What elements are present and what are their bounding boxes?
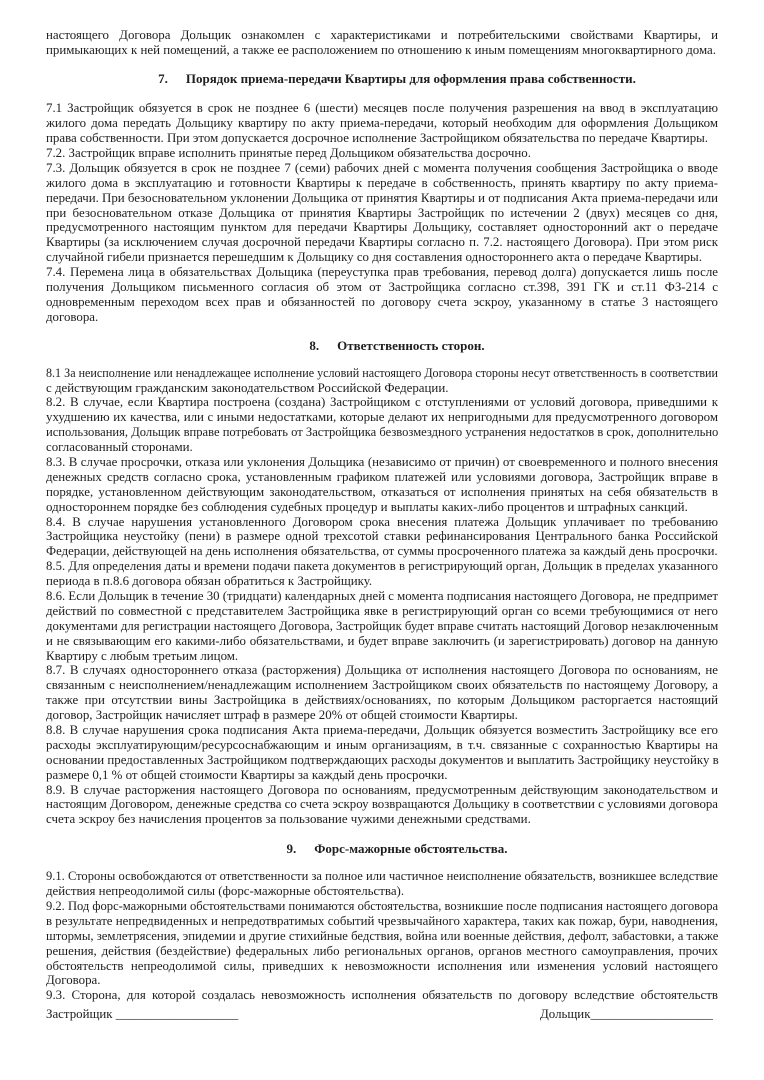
text-line: порядке, установленном действующим законодательством, отказаться от исполнения принятых на себя обязательств в — [46, 484, 718, 499]
text-line: также при отсутствии вины Застройщика в действиях/основаниях, по которым Дольщиком расторгается настоящий — [46, 693, 718, 708]
clause-paragraph — [46, 988, 718, 1003]
text-line: в результате непредвиденных и непредотвратимых событий чрезвычайного характера, таких как пожар, бури, наводнения, — [46, 913, 718, 928]
text-line: 9.1. Стороны освобождаются от ответственности за полное или частичное неисполнение обязательств, возникшее вследствие — [46, 869, 718, 884]
text-line: связанным с неисполнением/ненадлежащим исполнением Застройщиком своих обязательств по настоящему Договору, а — [46, 678, 718, 693]
section-heading — [46, 71, 718, 86]
text-line: 8.3. В случае просрочки, отказа или уклонения Дольщика (независимо от причин) от своевременного и полного внесения — [46, 454, 718, 469]
text-line: предусмотренного настоящим пунктом для передачи Квартиры Дольщику, составляет односторонний акт о передаче — [46, 220, 718, 235]
text-line: действия непреодолимой силы (форс-мажорные обстоятельства). — [46, 884, 405, 899]
text-line: 8.6. Если Дольщик в течение 30 (тридцати) календарных дней с момента подписания настоящего Договора, не предпримет — [46, 589, 718, 603]
text-line: Квартиры (за исключением случая досрочной передачи Квартиры согласно п. 7.2. настоящего Договора). При этом риск — [46, 235, 718, 250]
text-line: 8.1 За неисполнение или ненадлежащее исполнение условий настоящего Договора стороны несут ответственность в соответствии — [46, 365, 718, 380]
text-line: денежных средств согласно срока, установленным графиком платежей или условиями договора, Застройщик вправе в — [46, 469, 718, 484]
section-8 — [46, 338, 718, 827]
text-line: счета эскроу без начисления процентов за пользование чужими денежными средствами. — [46, 812, 531, 827]
clause-paragraph — [46, 869, 718, 899]
clause-paragraph — [46, 899, 718, 988]
text-line: действий по совместной с представителем Застройщика явке в регистрирующий орган со всеми требующимися от него — [46, 603, 718, 618]
text-line: жилого дома передать Дольщику квартиру по акту приема-передачи, который необходим для оформления Дольщиком — [46, 116, 718, 131]
text-line: документами для регистрации настоящего Договора, Застройщик будет вправе считать настоящий Договор незаключенным — [46, 618, 719, 633]
clause-paragraph — [46, 663, 718, 723]
section-9 — [46, 841, 718, 1003]
clause-paragraph — [46, 783, 718, 828]
text-line: при безосновательном отказе Дольщика от принятия Квартиры Застройщик по истечении 2 (двух) месяцев со дня, — [46, 205, 718, 220]
intro-paragraph — [46, 28, 718, 58]
text-line: Квартиру с любым третьим лицом. — [46, 648, 239, 663]
text-line: 7.2. Застройщик вправе исполнить принятые перед Дольщиком обязательства досрочно. — [46, 145, 531, 160]
text-line: Застройщика неустойку (пени) в размере одной трехсотой ставки рефинансирования Центрального банка Российской — [46, 529, 718, 544]
text-line: 8.4. В случае нарушения установленного Договором срока внесения платежа Дольщик уплачивает по требованию — [46, 514, 718, 529]
text-line: случайной гибели признается перешедшим к Дольщику со дня составления одностороннего акта о передаче Квартиры. — [46, 250, 702, 265]
text-line: 9.3. Сторона, для которой создалась невозможность исполнения обязательств по договору вследствие обстоятельств — [46, 988, 718, 1003]
clause-paragraph — [46, 589, 718, 663]
clause-paragraph — [46, 723, 718, 783]
text-line: 8.7. В случаях одностороннего отказа (расторжения) Дольщика от исполнения настоящего Договора по основаниям, не — [46, 663, 718, 678]
text-line: 9.2. Под форс-мажорными обстоятельствами понимаются обстоятельства, возникшие после подписания настоящего договора — [46, 899, 719, 914]
clause-paragraph — [46, 101, 718, 146]
text-line: примыкающих к ней помещений, а также ее расположением по отношению к иным помещениям многоквартирного дома. — [46, 42, 716, 57]
text-line: 8.5. Для определения даты и времени подачи пакета документов в регистрирующий орган, Дольщик в пределах указанного — [46, 559, 718, 574]
section-title: Ответственность сторон. — [337, 338, 485, 354]
text-line: 7.1 Застройщик обязуется в срок не позднее 6 (шести) месяцев после получения разрешения на ввод в эксплуатацию — [46, 101, 718, 116]
clause-paragraph — [46, 366, 718, 396]
text-line: обстоятельств непреодолимой силы, приведших к невозможности исполнения или изменения условий настоящего — [46, 958, 718, 973]
section-7 — [46, 71, 718, 324]
section-heading — [46, 841, 718, 856]
text-line: размере 0,1 % от общей стоимости Квартиры за каждый день просрочки. — [46, 767, 448, 782]
text-line: ухудшению их качества, или с иными недостатками, которые делают их непригодными для предусмотренного договором — [46, 410, 718, 425]
text-line: периода в п.8.6 договора обязан обратиться к Застройщику. — [46, 574, 373, 589]
signature-block — [46, 1006, 718, 1023]
section-title: Порядок приема-передачи Квартиры для оформления права собственности. — [185, 71, 636, 87]
text-line: настоящим Договором, денежные средства со счета эскроу возвращаются Дольщику в соответствии с условиями договора — [46, 797, 718, 812]
text-line: и не связывающим его какими-либо обязательствами, и будет вправе заключить (и зарегистрировать) договор на данную — [46, 633, 718, 648]
clause-paragraph — [46, 395, 718, 455]
text-line: права собственности. При этом допускается досрочное исполнение Застройщиком обязательства по передаче Квартиры. — [46, 131, 709, 146]
document-page — [46, 28, 718, 1023]
text-line: жилого дома в эксплуатацию и готовности Квартиры к передаче в собственность, принять квартиру по акту приема- — [46, 175, 718, 190]
text-line: 7.3. Дольщик обязуется в срок не позднее 7 (семи) рабочих дней с момента получения сообщения Застройщика о вводе — [46, 160, 718, 175]
text-line: 8.9. В случае расторжения настоящего Договора по основаниям, предусмотренным действующим законодательством и — [46, 782, 718, 797]
text-line: договора. — [46, 309, 99, 324]
text-line: с действующим гражданским законодательством Российской Федерации. — [46, 380, 449, 395]
text-line: 8.8. В случае нарушения срока подписания Акта приема-передачи, Дольщик обязуется возместить Застройщику все его — [46, 723, 718, 738]
shareholder-signature-line: Дольщик___________________ — [540, 1006, 713, 1021]
clause-paragraph — [46, 455, 718, 515]
section-heading — [46, 338, 718, 353]
clause-paragraph — [46, 265, 718, 325]
text-line: настоящего Договора Дольщик ознакомлен с характеристиками и потребительскими свойствами Квартиры, и — [46, 28, 718, 42]
text-line: штормы, землетрясения, эпидемии и другие стихийные бедствия, война или военные действия, дефолт, забастовки, а также — [46, 928, 719, 943]
text-line: согласованный сторонами. — [46, 440, 193, 455]
text-line: Договора. — [46, 973, 101, 988]
section-number: 7. — [158, 71, 168, 87]
developer-signature-line: Застройщик ___________________ — [46, 1006, 239, 1021]
text-line: использования, Дольщик вправе потребовать от Застройщика безвозмездного устранения недостатков в срок, дополнительно — [46, 425, 719, 440]
text-line: Федерации, действующей на день исполнения обязательства, от суммы просроченного платежа за каждый день просрочки. — [46, 544, 718, 559]
section-number: 8. — [309, 338, 320, 354]
text-line: получения Дольщиком письменного согласия об этом от Застройщика согласно ст.398, 391 ГК и ст.11 ФЗ-214 с — [46, 279, 718, 294]
clause-paragraph — [46, 146, 718, 161]
text-line: одновременным переходом всех прав и обязанностей по договору счета эскроу, указанному в статье 3 настоящего — [46, 294, 718, 309]
text-line: 8.2. В случае, если Квартира построена (создана) Застройщиком с отступлениями от условий договора, приведшими к — [46, 395, 718, 410]
text-line: передачи. При безосновательном уклонении Дольщика от принятия Квартиры и от подписания Акта приема-передачи или — [46, 190, 718, 205]
text-line: одностороннем порядке без соблюдения судебных процедур и выплаты каких-либо процентов и штрафных санкций. — [46, 499, 688, 514]
text-line: 7.4. Перемена лица в обязательствах Дольщика (переуступка прав требования, перевод долга) допускается лишь после — [46, 265, 718, 280]
section-number: 9. — [286, 841, 297, 857]
text-line: основании предоставленных Застройщиком подтверждающих расходы документов и выплатить Застройщику неустойку в — [46, 752, 719, 767]
clause-paragraph — [46, 161, 718, 265]
text-line: договор, Застройщик начисляет штраф в размере 20% от общей стоимости Квартиры. — [46, 708, 518, 723]
clause-paragraph — [46, 515, 718, 560]
clause-paragraph — [46, 559, 718, 589]
section-title: Форс-мажорные обстоятельства. — [314, 841, 508, 857]
text-line: расходы эксплуатирующим/ресурсоснабжающим и иным организациям, в т.ч. связанные с сохранностью Квартиры на — [46, 737, 718, 752]
text-line: решения, действия (бездействие) федеральных либо региональных органов, органов местного самоуправления, прочих — [46, 943, 718, 958]
